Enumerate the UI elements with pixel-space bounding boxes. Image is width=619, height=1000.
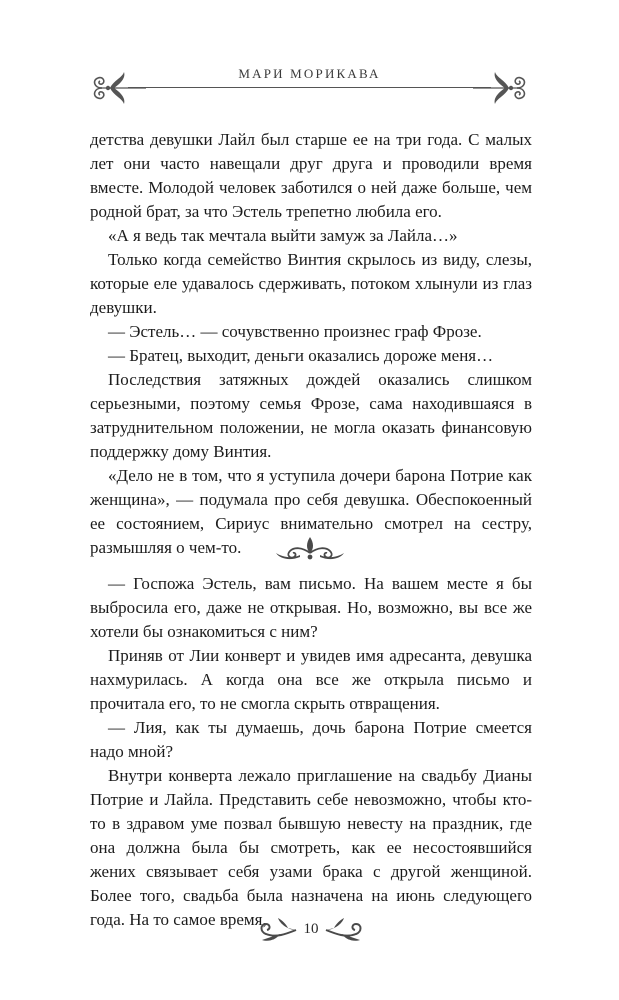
paragraph: «Дело не в том, что я уступила дочери барона Потрие как женщина», — подумала про себя девушка. Обеспокоенный ее состоянием, Сириус внимательно смотрел на сестру, размышляя о чем-то. bbox=[90, 466, 532, 557]
paragraph: — Эстель… — сочувственно произнес граф Фрозе. bbox=[108, 322, 482, 341]
paragraph: — Лия, как ты думаешь, дочь барона Потрие смеется надо мной? bbox=[90, 718, 532, 761]
footer-right-flourish-icon bbox=[324, 912, 366, 944]
running-header bbox=[88, 62, 531, 112]
paragraph: Внутри конверта лежало приглашение на свадьбу Дианы Потрие и Лайла. Представить себе невозможно, чтобы кто-то в здравом уме позвал бывшую невесту на праздник, где она должна была бы смотреть, как ее несостоявшийся жених связывает себя узами брака с другой женщиной. Более того, свадьба была назначена на июнь следующего года. На то самое время, bbox=[90, 766, 532, 929]
paragraph: — Госпожа Эстель, вам письмо. На вашем месте я бы выбросила его, даже не открывая. Но, возможно, вы все же хотели бы ознакомиться с ним? bbox=[90, 574, 532, 641]
paragraph: Только когда семейство Винтия скрылось из виду, слезы, которые еле удавалось сдерживать, потоком хлынули из глаз девушки. bbox=[90, 250, 532, 317]
text-block-after-break bbox=[90, 572, 532, 932]
page-number: 10 bbox=[303, 921, 319, 937]
page-footer bbox=[256, 912, 366, 948]
header-right-flourish-icon bbox=[471, 68, 531, 108]
paragraph: детства девушки Лайл был старше ее на три года. С малых лет они часто навещали друг друга и проводили время вместе. Молодой человек заботился о ней даже больше, чем родной брат, за что Эстель трепетно любила его. bbox=[90, 130, 532, 221]
section-break-fleuron-icon bbox=[270, 533, 350, 563]
header-rule bbox=[128, 87, 491, 88]
paragraph: — Братец, выходит, деньги оказались дороже меня… bbox=[108, 346, 494, 365]
footer-left-flourish-icon bbox=[256, 912, 298, 944]
text-block-before-break bbox=[90, 128, 532, 560]
author-name: МАРИ МОРИКАВА bbox=[238, 66, 381, 81]
paragraph: «А я ведь так мечтала выйти замуж за Лайла…» bbox=[108, 226, 458, 245]
paragraph: Приняв от Лии конверт и увидев имя адресанта, девушка нахмурилась. А когда она все же открыла письмо и прочитала его, то не смогла скрыть отвращения. bbox=[90, 646, 532, 713]
paragraph: Последствия затяжных дождей оказались слишком серьезными, поэтому семья Фрозе, сама находившаяся в затруднительном положении, не могла оказать финансовую поддержку дому Винтия. bbox=[90, 370, 532, 461]
